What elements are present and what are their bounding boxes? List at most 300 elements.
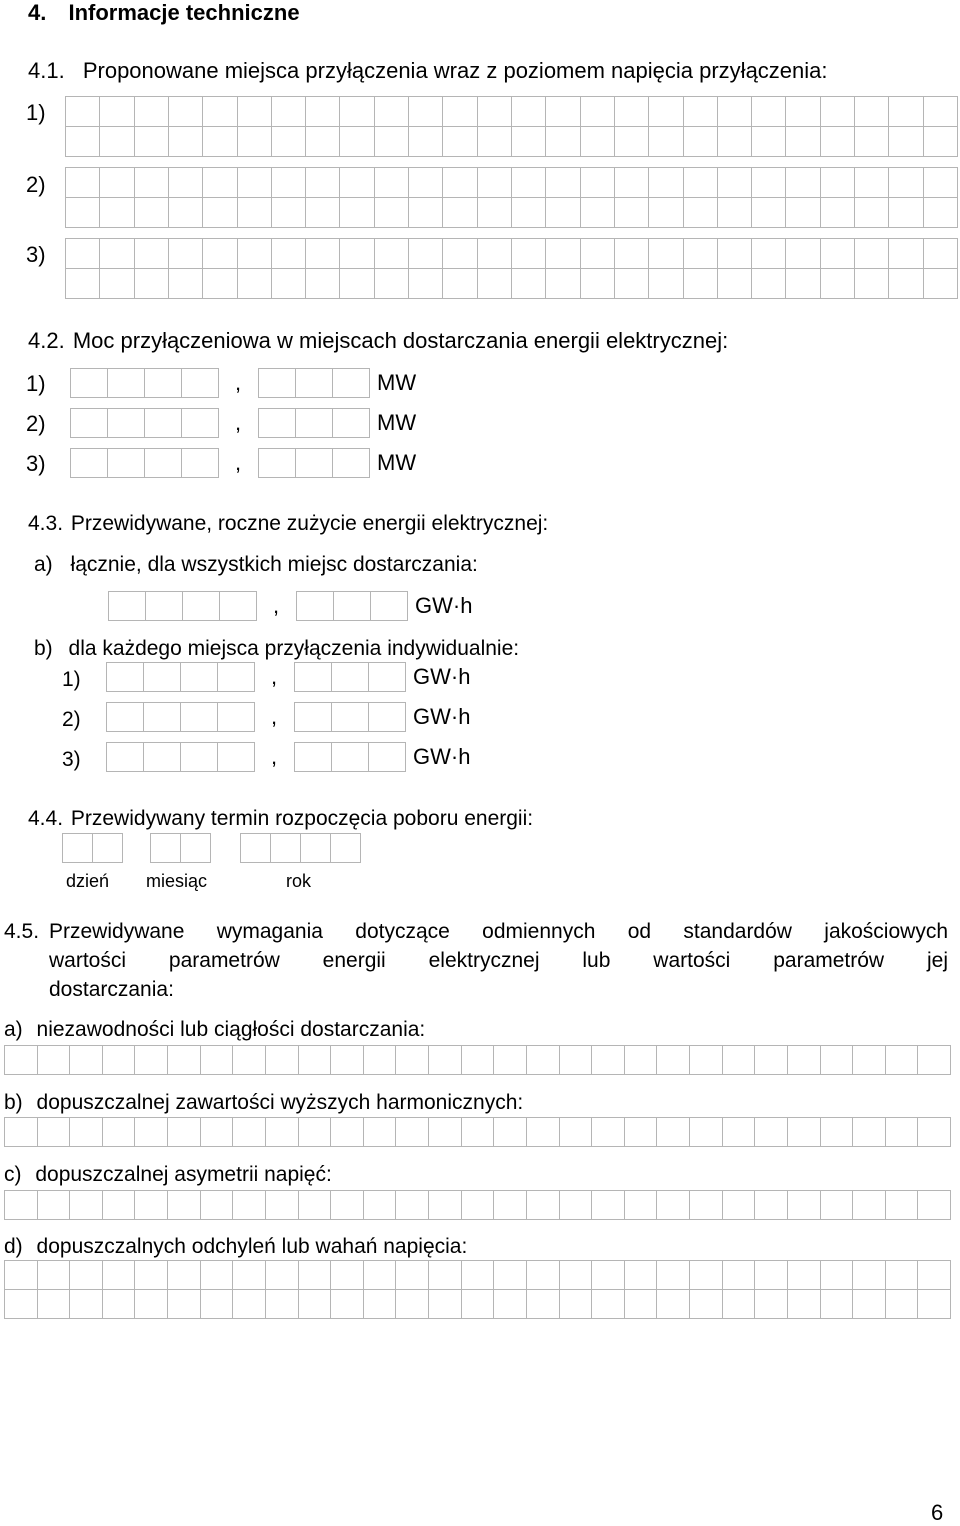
grid-cell[interactable] bbox=[888, 96, 923, 127]
grid-cell[interactable] bbox=[580, 197, 615, 228]
digit-cell[interactable] bbox=[330, 833, 361, 863]
grid-cell[interactable] bbox=[37, 1289, 71, 1319]
grid-cell[interactable] bbox=[785, 126, 820, 157]
grid-cell[interactable] bbox=[134, 1117, 168, 1147]
grid-cell[interactable] bbox=[885, 1289, 919, 1319]
digit-cell[interactable] bbox=[70, 448, 108, 478]
grid-cell[interactable] bbox=[624, 1260, 658, 1290]
grid-cell[interactable] bbox=[580, 96, 615, 127]
grid-cell[interactable] bbox=[648, 126, 683, 157]
grid-cell[interactable] bbox=[526, 1117, 560, 1147]
grid-cell[interactable] bbox=[408, 96, 443, 127]
grid-cell[interactable] bbox=[330, 1190, 364, 1220]
grid-cell[interactable] bbox=[374, 238, 409, 269]
grid-cell[interactable] bbox=[4, 1045, 38, 1075]
grid-cell[interactable] bbox=[493, 1260, 527, 1290]
grid-cell[interactable] bbox=[167, 1117, 201, 1147]
grid-cell[interactable] bbox=[69, 1117, 103, 1147]
grid-cell[interactable] bbox=[722, 1190, 756, 1220]
digit-cell[interactable] bbox=[92, 833, 123, 863]
grid-cell[interactable] bbox=[69, 1190, 103, 1220]
energy-total-field[interactable] bbox=[108, 590, 472, 622]
grid-cell[interactable] bbox=[339, 238, 374, 269]
grid-cell[interactable] bbox=[232, 1045, 266, 1075]
grid-cell[interactable] bbox=[751, 167, 786, 198]
grid-cell[interactable] bbox=[614, 167, 649, 198]
grid-cell[interactable] bbox=[298, 1289, 332, 1319]
grid-cell[interactable] bbox=[591, 1289, 625, 1319]
grid-cell[interactable] bbox=[614, 268, 649, 299]
grid-cell[interactable] bbox=[37, 1117, 71, 1147]
grid-cell[interactable] bbox=[442, 197, 477, 228]
grid-cell[interactable] bbox=[167, 1045, 201, 1075]
grid-cell[interactable] bbox=[854, 268, 889, 299]
grid-cell[interactable] bbox=[787, 1045, 821, 1075]
digit-cell[interactable] bbox=[368, 742, 406, 772]
power-field-1[interactable] bbox=[70, 367, 416, 399]
grid-cell[interactable] bbox=[717, 167, 752, 198]
grid-cell[interactable] bbox=[134, 167, 169, 198]
grid-cell[interactable] bbox=[545, 238, 580, 269]
grid-cell[interactable] bbox=[134, 197, 169, 228]
digit-cell[interactable] bbox=[332, 368, 370, 398]
digit-cell[interactable] bbox=[180, 702, 218, 732]
grid-cell[interactable] bbox=[656, 1117, 690, 1147]
grid-cell[interactable] bbox=[408, 268, 443, 299]
grid-cell[interactable] bbox=[923, 238, 958, 269]
grid-cell[interactable] bbox=[493, 1045, 527, 1075]
grid-cell[interactable] bbox=[614, 197, 649, 228]
grid-cell[interactable] bbox=[330, 1045, 364, 1075]
digit-cell[interactable] bbox=[368, 702, 406, 732]
grid-cell[interactable] bbox=[656, 1190, 690, 1220]
grid-cell[interactable] bbox=[559, 1260, 593, 1290]
grid-cell[interactable] bbox=[134, 268, 169, 299]
grid-cell[interactable] bbox=[305, 167, 340, 198]
energy-field-1[interactable] bbox=[106, 661, 470, 693]
grid-cell[interactable] bbox=[339, 167, 374, 198]
grid-cell[interactable] bbox=[591, 1117, 625, 1147]
grid-cell[interactable] bbox=[888, 238, 923, 269]
grid-cell[interactable] bbox=[65, 238, 100, 269]
grid-cell[interactable] bbox=[363, 1045, 397, 1075]
grid-cell[interactable] bbox=[722, 1260, 756, 1290]
grid-cell[interactable] bbox=[511, 167, 546, 198]
grid-cell[interactable] bbox=[99, 197, 134, 228]
grid-cell[interactable] bbox=[134, 1289, 168, 1319]
grid-cell[interactable] bbox=[428, 1117, 462, 1147]
grid-cell[interactable] bbox=[559, 1045, 593, 1075]
grid-cell[interactable] bbox=[785, 167, 820, 198]
digit-cell[interactable] bbox=[107, 448, 145, 478]
digit-cell[interactable] bbox=[70, 368, 108, 398]
grid-cell[interactable] bbox=[477, 126, 512, 157]
grid-cell[interactable] bbox=[65, 268, 100, 299]
grid-cell[interactable] bbox=[785, 96, 820, 127]
digit-cell[interactable] bbox=[144, 408, 182, 438]
digit-cell[interactable] bbox=[181, 448, 219, 478]
grid-cell[interactable] bbox=[591, 1045, 625, 1075]
digit-cell[interactable] bbox=[143, 742, 181, 772]
grid-cell[interactable] bbox=[559, 1190, 593, 1220]
grid-cell[interactable] bbox=[722, 1045, 756, 1075]
grid-cell[interactable] bbox=[461, 1190, 495, 1220]
grid-cell[interactable] bbox=[168, 126, 203, 157]
grid-cell[interactable] bbox=[545, 197, 580, 228]
grid-cell[interactable] bbox=[559, 1117, 593, 1147]
grid-cell[interactable] bbox=[442, 96, 477, 127]
grid-cell[interactable] bbox=[395, 1289, 429, 1319]
grid-cell[interactable] bbox=[167, 1289, 201, 1319]
grid-cell[interactable] bbox=[37, 1045, 71, 1075]
grid-cell[interactable] bbox=[99, 167, 134, 198]
digit-cell[interactable] bbox=[150, 833, 181, 863]
grid-cell[interactable] bbox=[785, 197, 820, 228]
grid-cell[interactable] bbox=[363, 1260, 397, 1290]
grid-cell[interactable] bbox=[785, 238, 820, 269]
grid-cell[interactable] bbox=[265, 1045, 299, 1075]
grid-cell[interactable] bbox=[408, 126, 443, 157]
grid-cell[interactable] bbox=[428, 1045, 462, 1075]
digit-cell[interactable] bbox=[331, 742, 369, 772]
grid-cell[interactable] bbox=[717, 238, 752, 269]
grid-cell[interactable] bbox=[580, 268, 615, 299]
grid-cell[interactable] bbox=[785, 268, 820, 299]
grid-cell[interactable] bbox=[134, 96, 169, 127]
grid-cell[interactable] bbox=[305, 96, 340, 127]
digit-cell[interactable] bbox=[108, 591, 146, 621]
grid-cell[interactable] bbox=[754, 1260, 788, 1290]
grid-cell[interactable] bbox=[298, 1260, 332, 1290]
grid-cell[interactable] bbox=[888, 167, 923, 198]
grid-cell[interactable] bbox=[854, 167, 889, 198]
grid-cell[interactable] bbox=[167, 1190, 201, 1220]
grid-cell[interactable] bbox=[4, 1117, 38, 1147]
grid-cell[interactable] bbox=[37, 1190, 71, 1220]
grid-cell[interactable] bbox=[854, 238, 889, 269]
grid-cell[interactable] bbox=[134, 238, 169, 269]
grid-cell[interactable] bbox=[717, 197, 752, 228]
grid-cell[interactable] bbox=[591, 1190, 625, 1220]
grid-cell[interactable] bbox=[134, 126, 169, 157]
grid-cell[interactable] bbox=[339, 268, 374, 299]
grid-cell[interactable] bbox=[648, 238, 683, 269]
grid-cell[interactable] bbox=[374, 167, 409, 198]
grid-cell[interactable] bbox=[580, 238, 615, 269]
grid-cell[interactable] bbox=[271, 197, 306, 228]
digit-cell[interactable] bbox=[62, 833, 93, 863]
grid-cell[interactable] bbox=[99, 268, 134, 299]
grid-cell[interactable] bbox=[305, 238, 340, 269]
grid-cell[interactable] bbox=[787, 1190, 821, 1220]
digit-cell[interactable] bbox=[219, 591, 257, 621]
digit-cell[interactable] bbox=[295, 408, 333, 438]
grid-cell[interactable] bbox=[624, 1117, 658, 1147]
power-field-2[interactable] bbox=[70, 407, 416, 439]
grid-cell[interactable] bbox=[265, 1117, 299, 1147]
connection-place-grid-2[interactable] bbox=[65, 167, 957, 227]
digit-cell[interactable] bbox=[180, 662, 218, 692]
grid-cell[interactable] bbox=[477, 197, 512, 228]
grid-cell[interactable] bbox=[854, 96, 889, 127]
grid-cell[interactable] bbox=[65, 167, 100, 198]
grid-cell[interactable] bbox=[717, 96, 752, 127]
digit-cell[interactable] bbox=[143, 662, 181, 692]
grid-cell[interactable] bbox=[545, 126, 580, 157]
grid-cell[interactable] bbox=[65, 126, 100, 157]
energy-field-3[interactable] bbox=[106, 741, 470, 773]
digit-cell[interactable] bbox=[300, 833, 331, 863]
grid-cell[interactable] bbox=[614, 96, 649, 127]
grid-cell[interactable] bbox=[852, 1190, 886, 1220]
grid-cell[interactable] bbox=[305, 268, 340, 299]
grid-cell[interactable] bbox=[477, 96, 512, 127]
grid-cell[interactable] bbox=[408, 197, 443, 228]
power-field-3[interactable] bbox=[70, 447, 416, 479]
grid-cell[interactable] bbox=[265, 1190, 299, 1220]
grid-cell[interactable] bbox=[683, 167, 718, 198]
grid-cell[interactable] bbox=[265, 1289, 299, 1319]
grid-cell[interactable] bbox=[363, 1117, 397, 1147]
grid-cell[interactable] bbox=[477, 238, 512, 269]
year-field[interactable] bbox=[240, 832, 360, 864]
digit-cell[interactable] bbox=[331, 702, 369, 732]
grid-cell[interactable] bbox=[305, 197, 340, 228]
grid-cell[interactable] bbox=[511, 197, 546, 228]
grid-cell[interactable] bbox=[477, 167, 512, 198]
grid-cell[interactable] bbox=[232, 1260, 266, 1290]
grid-cell[interactable] bbox=[461, 1117, 495, 1147]
grid-cell[interactable] bbox=[232, 1289, 266, 1319]
grid-cell[interactable] bbox=[689, 1045, 723, 1075]
grid-cell[interactable] bbox=[923, 167, 958, 198]
digit-cell[interactable] bbox=[182, 591, 220, 621]
grid-cell[interactable] bbox=[428, 1190, 462, 1220]
digit-cell[interactable] bbox=[270, 833, 301, 863]
grid-cell[interactable] bbox=[754, 1289, 788, 1319]
grid-cell[interactable] bbox=[917, 1260, 951, 1290]
grid-cell[interactable] bbox=[237, 167, 272, 198]
grid-cell[interactable] bbox=[580, 167, 615, 198]
grid-cell[interactable] bbox=[232, 1190, 266, 1220]
digit-cell[interactable] bbox=[180, 742, 218, 772]
grid-cell[interactable] bbox=[820, 238, 855, 269]
grid-cell[interactable] bbox=[339, 96, 374, 127]
grid-cell[interactable] bbox=[648, 96, 683, 127]
grid-cell[interactable] bbox=[339, 126, 374, 157]
grid-cell[interactable] bbox=[99, 238, 134, 269]
harmonics-grid[interactable] bbox=[4, 1117, 950, 1146]
grid-cell[interactable] bbox=[820, 1190, 854, 1220]
grid-cell[interactable] bbox=[202, 268, 237, 299]
digit-cell[interactable] bbox=[294, 702, 332, 732]
grid-cell[interactable] bbox=[374, 197, 409, 228]
grid-cell[interactable] bbox=[787, 1117, 821, 1147]
digit-cell[interactable] bbox=[144, 368, 182, 398]
grid-cell[interactable] bbox=[751, 268, 786, 299]
grid-cell[interactable] bbox=[69, 1260, 103, 1290]
grid-cell[interactable] bbox=[511, 126, 546, 157]
grid-cell[interactable] bbox=[717, 268, 752, 299]
grid-cell[interactable] bbox=[461, 1045, 495, 1075]
digit-cell[interactable] bbox=[181, 368, 219, 398]
grid-cell[interactable] bbox=[4, 1289, 38, 1319]
grid-cell[interactable] bbox=[363, 1289, 397, 1319]
reliability-grid[interactable] bbox=[4, 1045, 950, 1074]
grid-cell[interactable] bbox=[408, 167, 443, 198]
grid-cell[interactable] bbox=[168, 197, 203, 228]
grid-cell[interactable] bbox=[4, 1260, 38, 1290]
grid-cell[interactable] bbox=[168, 238, 203, 269]
grid-cell[interactable] bbox=[428, 1260, 462, 1290]
grid-cell[interactable] bbox=[330, 1260, 364, 1290]
grid-cell[interactable] bbox=[168, 96, 203, 127]
grid-cell[interactable] bbox=[271, 268, 306, 299]
digit-cell[interactable] bbox=[240, 833, 271, 863]
grid-cell[interactable] bbox=[167, 1260, 201, 1290]
grid-cell[interactable] bbox=[65, 197, 100, 228]
grid-cell[interactable] bbox=[477, 268, 512, 299]
grid-cell[interactable] bbox=[374, 96, 409, 127]
asymmetry-grid[interactable] bbox=[4, 1190, 950, 1219]
grid-cell[interactable] bbox=[591, 1260, 625, 1290]
grid-cell[interactable] bbox=[820, 1045, 854, 1075]
grid-cell[interactable] bbox=[923, 96, 958, 127]
grid-cell[interactable] bbox=[888, 197, 923, 228]
grid-cell[interactable] bbox=[820, 126, 855, 157]
grid-cell[interactable] bbox=[614, 238, 649, 269]
digit-cell[interactable] bbox=[181, 408, 219, 438]
grid-cell[interactable] bbox=[624, 1190, 658, 1220]
grid-cell[interactable] bbox=[820, 167, 855, 198]
grid-cell[interactable] bbox=[168, 167, 203, 198]
grid-cell[interactable] bbox=[374, 268, 409, 299]
grid-cell[interactable] bbox=[885, 1117, 919, 1147]
digit-cell[interactable] bbox=[143, 702, 181, 732]
day-field[interactable] bbox=[62, 832, 122, 864]
grid-cell[interactable] bbox=[200, 1045, 234, 1075]
grid-cell[interactable] bbox=[237, 268, 272, 299]
digit-cell[interactable] bbox=[368, 662, 406, 692]
grid-cell[interactable] bbox=[656, 1260, 690, 1290]
grid-cell[interactable] bbox=[923, 126, 958, 157]
grid-cell[interactable] bbox=[820, 1289, 854, 1319]
grid-cell[interactable] bbox=[493, 1117, 527, 1147]
grid-cell[interactable] bbox=[917, 1117, 951, 1147]
grid-cell[interactable] bbox=[202, 197, 237, 228]
digit-cell[interactable] bbox=[332, 408, 370, 438]
grid-cell[interactable] bbox=[526, 1045, 560, 1075]
grid-cell[interactable] bbox=[237, 238, 272, 269]
grid-cell[interactable] bbox=[102, 1117, 136, 1147]
grid-cell[interactable] bbox=[461, 1260, 495, 1290]
grid-cell[interactable] bbox=[751, 96, 786, 127]
grid-cell[interactable] bbox=[689, 1260, 723, 1290]
grid-cell[interactable] bbox=[4, 1190, 38, 1220]
grid-cell[interactable] bbox=[200, 1190, 234, 1220]
digit-cell[interactable] bbox=[258, 448, 296, 478]
grid-cell[interactable] bbox=[526, 1190, 560, 1220]
grid-cell[interactable] bbox=[395, 1190, 429, 1220]
grid-cell[interactable] bbox=[200, 1289, 234, 1319]
grid-cell[interactable] bbox=[614, 126, 649, 157]
grid-cell[interactable] bbox=[545, 167, 580, 198]
grid-cell[interactable] bbox=[298, 1117, 332, 1147]
grid-cell[interactable] bbox=[917, 1190, 951, 1220]
grid-cell[interactable] bbox=[271, 238, 306, 269]
grid-cell[interactable] bbox=[200, 1260, 234, 1290]
grid-cell[interactable] bbox=[202, 238, 237, 269]
grid-cell[interactable] bbox=[232, 1117, 266, 1147]
grid-cell[interactable] bbox=[69, 1289, 103, 1319]
grid-cell[interactable] bbox=[559, 1289, 593, 1319]
digit-cell[interactable] bbox=[258, 408, 296, 438]
grid-cell[interactable] bbox=[888, 268, 923, 299]
grid-cell[interactable] bbox=[526, 1260, 560, 1290]
grid-cell[interactable] bbox=[511, 238, 546, 269]
grid-cell[interactable] bbox=[820, 1117, 854, 1147]
digit-cell[interactable] bbox=[294, 662, 332, 692]
grid-cell[interactable] bbox=[202, 126, 237, 157]
digit-cell[interactable] bbox=[295, 448, 333, 478]
grid-cell[interactable] bbox=[820, 1260, 854, 1290]
grid-cell[interactable] bbox=[648, 167, 683, 198]
digit-cell[interactable] bbox=[217, 742, 255, 772]
grid-cell[interactable] bbox=[168, 268, 203, 299]
grid-cell[interactable] bbox=[237, 96, 272, 127]
grid-cell[interactable] bbox=[923, 268, 958, 299]
grid-cell[interactable] bbox=[754, 1045, 788, 1075]
connection-place-grid-1[interactable] bbox=[65, 96, 957, 156]
grid-cell[interactable] bbox=[511, 96, 546, 127]
grid-cell[interactable] bbox=[202, 96, 237, 127]
grid-cell[interactable] bbox=[330, 1289, 364, 1319]
grid-cell[interactable] bbox=[917, 1045, 951, 1075]
grid-cell[interactable] bbox=[689, 1117, 723, 1147]
grid-cell[interactable] bbox=[99, 126, 134, 157]
digit-cell[interactable] bbox=[332, 448, 370, 478]
grid-cell[interactable] bbox=[683, 238, 718, 269]
digit-cell[interactable] bbox=[217, 662, 255, 692]
grid-cell[interactable] bbox=[37, 1260, 71, 1290]
grid-cell[interactable] bbox=[717, 126, 752, 157]
connection-place-grid-3[interactable] bbox=[65, 238, 957, 298]
digit-cell[interactable] bbox=[144, 448, 182, 478]
grid-cell[interactable] bbox=[408, 238, 443, 269]
grid-cell[interactable] bbox=[722, 1117, 756, 1147]
grid-cell[interactable] bbox=[683, 197, 718, 228]
grid-cell[interactable] bbox=[202, 167, 237, 198]
grid-cell[interactable] bbox=[885, 1045, 919, 1075]
grid-cell[interactable] bbox=[751, 197, 786, 228]
grid-cell[interactable] bbox=[102, 1289, 136, 1319]
grid-cell[interactable] bbox=[683, 96, 718, 127]
grid-cell[interactable] bbox=[624, 1289, 658, 1319]
grid-cell[interactable] bbox=[656, 1289, 690, 1319]
digit-cell[interactable] bbox=[106, 742, 144, 772]
digit-cell[interactable] bbox=[107, 368, 145, 398]
digit-cell[interactable] bbox=[294, 742, 332, 772]
grid-cell[interactable] bbox=[648, 268, 683, 299]
grid-cell[interactable] bbox=[442, 268, 477, 299]
grid-cell[interactable] bbox=[852, 1289, 886, 1319]
grid-cell[interactable] bbox=[852, 1045, 886, 1075]
digit-cell[interactable] bbox=[70, 408, 108, 438]
voltage-deviation-grid[interactable] bbox=[4, 1260, 950, 1318]
grid-cell[interactable] bbox=[265, 1260, 299, 1290]
grid-cell[interactable] bbox=[298, 1045, 332, 1075]
digit-cell[interactable] bbox=[333, 591, 371, 621]
